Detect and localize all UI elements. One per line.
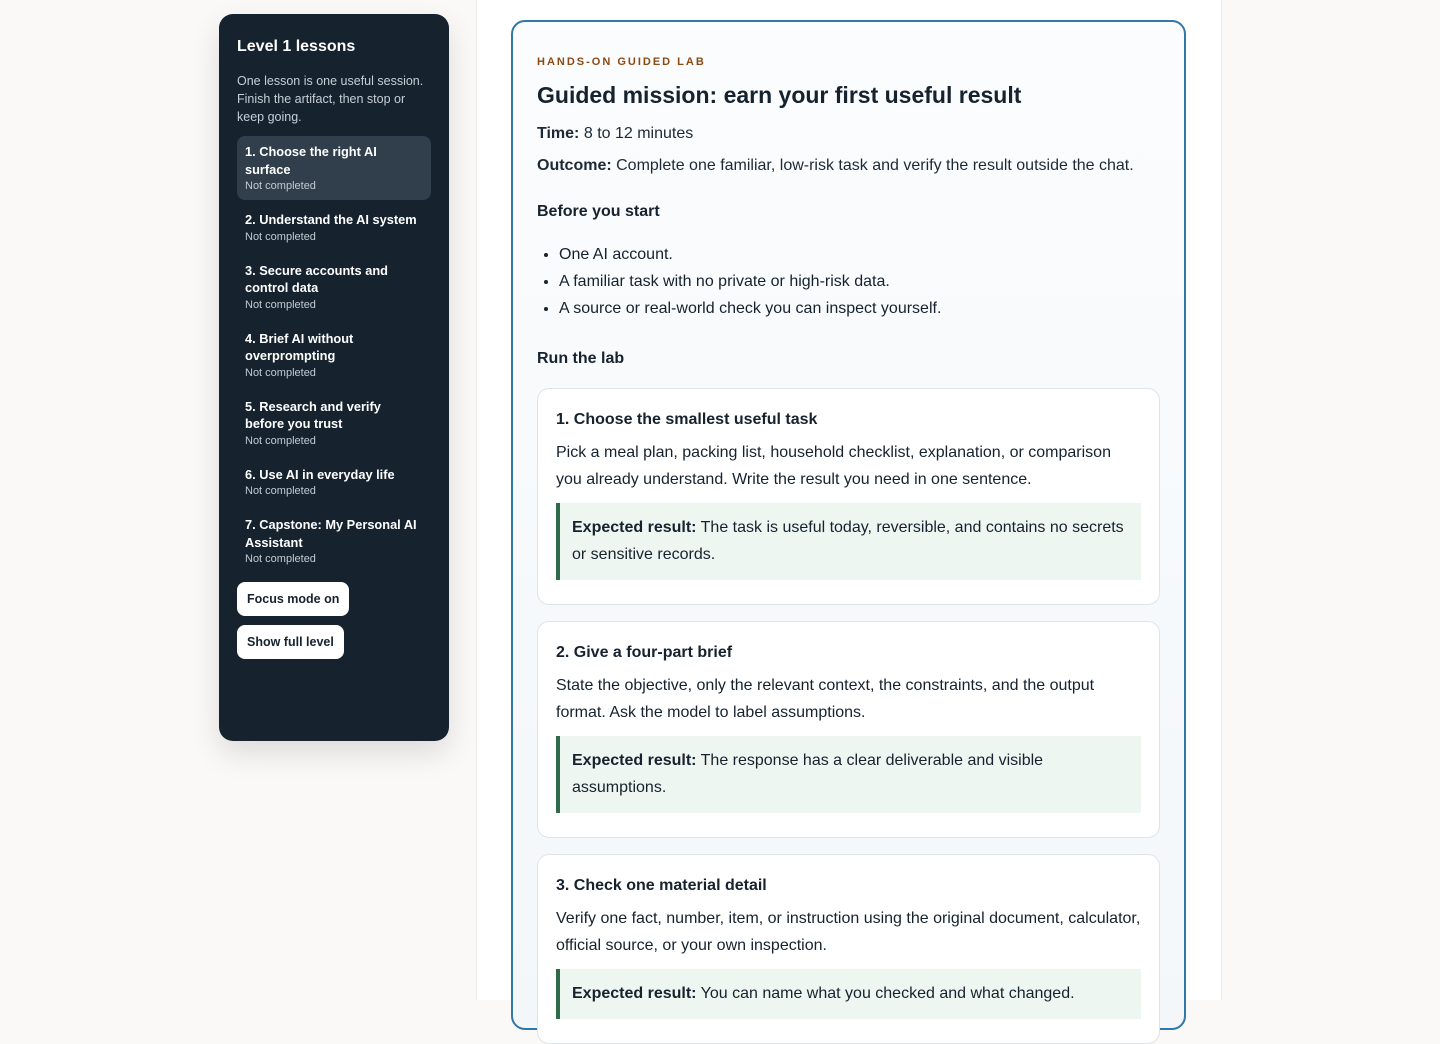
list-item: • One AI account. — [559, 241, 1160, 268]
lab-step-3 — [537, 854, 1160, 1044]
lesson-title: 6. Use AI in everyday life — [245, 466, 395, 482]
lab-step-2 — [537, 621, 1160, 838]
expected-text: The response has a clear deliverable and visible assumptions. — [572, 752, 1044, 796]
expected-label: Expected result: — [572, 985, 697, 1002]
lesson-status: Not completed — [245, 230, 316, 243]
lesson-item-5[interactable] — [237, 391, 431, 455]
show-full-level-button[interactable]: Show full level — [237, 625, 344, 659]
expected-label: Expected result: — [572, 752, 697, 769]
step-body: State the objective, only the relevant context, the constraints, and the output format. Ask the model to label assumptions. — [556, 677, 1095, 721]
lessons-sidebar — [219, 14, 449, 741]
lesson-status: Not completed — [245, 485, 316, 497]
lesson-title: 2. Understand the AI system — [245, 212, 417, 227]
sidebar-intro: One lesson is one useful session. Finish the artifact, then stop or keep going. — [237, 74, 424, 124]
lesson-item-6[interactable] — [237, 459, 431, 506]
lesson-item-2[interactable] — [237, 204, 431, 251]
lesson-item-4[interactable] — [237, 323, 431, 387]
list-item: • A familiar task with no private or high-risk data. — [559, 268, 1160, 295]
expected-text: The task is useful today, reversible, and contains no secrets or sensitive records. — [572, 519, 1124, 563]
guided-lab-card — [511, 20, 1186, 1030]
step-title: 3. Check one material detail — [556, 877, 767, 894]
lesson-title: 3. Secure accounts and control data — [245, 262, 388, 295]
step-body: Verify one fact, number, item, or instruction using the original document, calculator, official source, or your own inspection. — [556, 910, 1141, 954]
run-the-lab-heading: Run the lab — [537, 350, 625, 367]
lesson-title: 5. Research and verify before you trust — [245, 398, 381, 431]
list-item: • A source or real-world check you can inspect yourself. — [559, 295, 1160, 322]
before-you-start-heading: Before you start — [537, 203, 660, 220]
lesson-status: Not completed — [245, 180, 316, 192]
outcome-value: Complete one familiar, low-risk task and verify the result outside the chat. — [616, 157, 1134, 174]
time-label: Time: — [537, 125, 580, 142]
step-body: Pick a meal plan, packing list, household checklist, explanation, or comparison you already understand. Write the result you need in one sentence. — [556, 444, 1111, 488]
lab-title: Guided mission: earn your first useful result — [537, 82, 1022, 108]
sidebar-title: Level 1 lessons — [237, 38, 356, 55]
focus-mode-button[interactable]: Focus mode on — [237, 582, 349, 616]
time-value: 8 to 12 minutes — [583, 125, 694, 142]
outcome-label: Outcome: — [537, 157, 612, 174]
expected-text: You can name what you checked and what changed. — [700, 985, 1075, 1002]
lesson-status: Not completed — [245, 366, 316, 379]
sidebar-actions — [237, 582, 431, 659]
lesson-title: 4. Brief AI without overprompting — [245, 330, 354, 363]
step-title: 2. Give a four-part brief — [556, 644, 733, 661]
lab-step-1 — [537, 388, 1160, 605]
lab-time — [537, 125, 1160, 143]
lesson-item-1[interactable] — [237, 136, 431, 200]
expected-result — [556, 969, 1141, 1019]
expected-result — [556, 736, 1141, 813]
lesson-status: Not completed — [245, 553, 316, 565]
lab-eyebrow: HANDS-ON GUIDED LAB — [537, 56, 706, 68]
lesson-status: Not completed — [245, 298, 316, 311]
before-you-start-list — [537, 241, 1160, 322]
lesson-status: Not completed — [245, 434, 316, 447]
expected-label: Expected result: — [572, 519, 697, 536]
lesson-item-3[interactable] — [237, 255, 431, 319]
lesson-item-7[interactable] — [237, 509, 431, 573]
lab-outcome — [537, 157, 1160, 175]
step-title: 1. Choose the smallest useful task — [556, 411, 818, 428]
expected-result — [556, 503, 1141, 580]
lesson-title: 7. Capstone: My Personal AI Assistant — [245, 517, 417, 550]
lesson-title: 1. Choose the right AI surface — [245, 144, 377, 177]
